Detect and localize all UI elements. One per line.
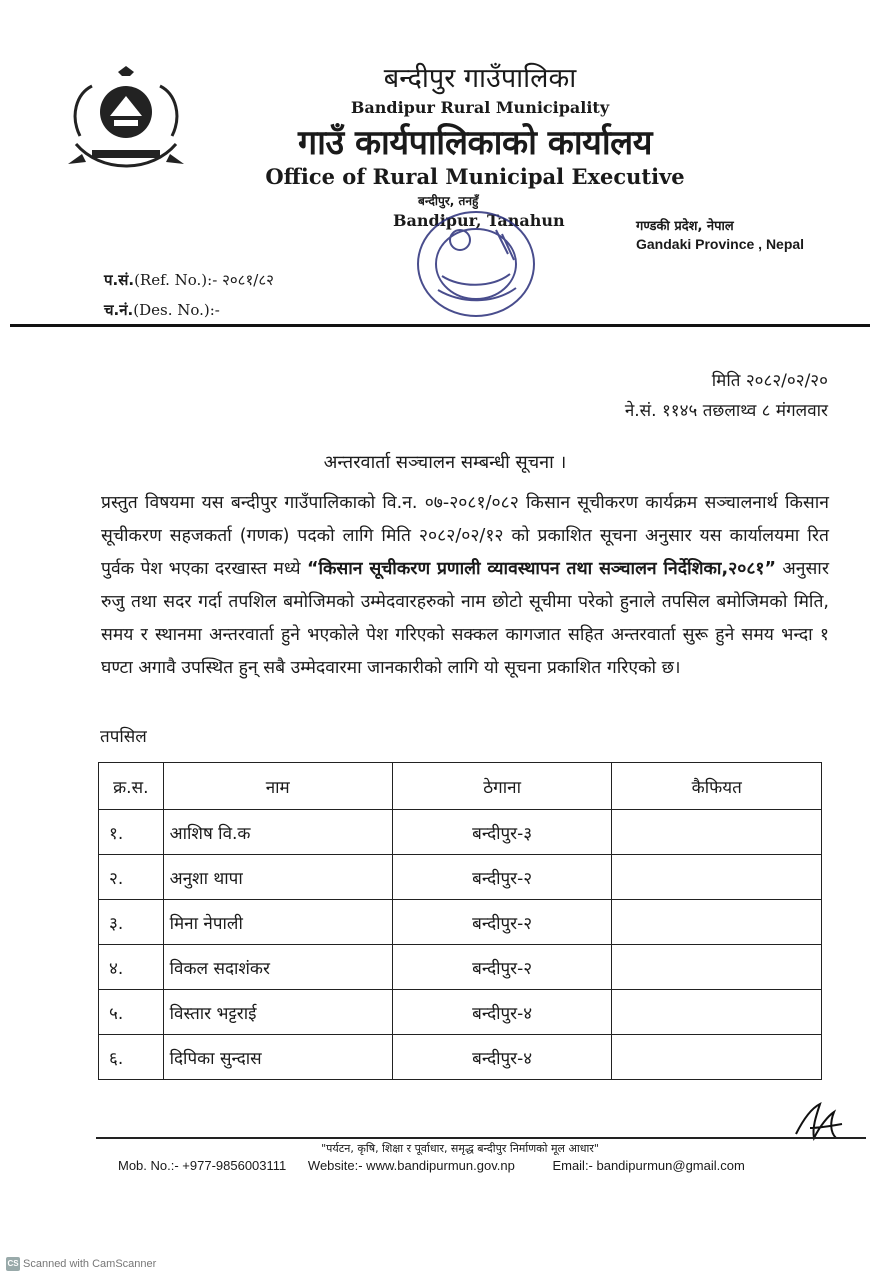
- province-nepali: गण्डकी प्रदेश, नेपाल: [636, 219, 734, 234]
- header-address: ठेगाना: [392, 763, 612, 810]
- table-header-row: [99, 763, 822, 810]
- ref-label-english: (Ref. No.):-: [134, 271, 218, 289]
- office-stamp-seal: [412, 204, 540, 322]
- row-name: अनुशा थापा: [163, 855, 392, 900]
- footer-mobile: Mob. No.:- +977-9856003111: [118, 1158, 287, 1173]
- row-address: बन्दीपुर-२: [392, 900, 612, 945]
- footer-motto: "पर्यटन, कृषि, शिक्षा र पूर्वाधार, समृद्ध बन्दीपुर निर्माणको मूल आधार": [321, 1142, 599, 1155]
- table-row: [99, 900, 822, 945]
- reference-number: [104, 270, 274, 290]
- row-serial: ६.: [99, 1035, 164, 1080]
- row-address: बन्दीपुर-२: [392, 945, 612, 990]
- office-name-english: Office of Rural Municipal Executive: [265, 164, 685, 189]
- header-divider: [10, 324, 870, 327]
- footer-contact: [118, 1158, 838, 1173]
- row-name: आशिष वि.क: [163, 810, 392, 855]
- date-bikram-sambat: मिति २०८२/०२/२०: [711, 371, 828, 391]
- row-address: बन्दीपुर-४: [392, 1035, 612, 1080]
- table-row: [99, 1035, 822, 1080]
- row-address: बन्दीपुर-२: [392, 855, 612, 900]
- row-name: विकल सदाशंकर: [163, 945, 392, 990]
- footer-website[interactable]: Website:- www.bandipurmun.gov.np: [307, 1158, 515, 1173]
- des-label-english: (Des. No.):-: [133, 301, 220, 319]
- des-label-nepali: च.नं.: [104, 301, 134, 319]
- row-address: बन्दीपुर-४: [392, 990, 612, 1035]
- nepal-emblem-logo: [62, 66, 190, 178]
- table-row: [99, 810, 822, 855]
- header-remarks: कैफियत: [612, 763, 822, 810]
- location-nepali: बन्दीपुर, तनहुँ: [418, 194, 479, 208]
- header-name: नाम: [163, 763, 392, 810]
- body-part-2: अनुसार रुजु तथा सदर गर्दा तपशिल बमोजिमको उम्मेदवारहरुको नाम छोटो सूचीमा परेको हुनाले तपसिल बमोजिमको मिति, समय र स्थानमा अन्तरवार्ता हुने भएकोले पेश गरिएको सक्कल कागजात सहित अन्तरवार्ता सुरू हुने समय भन्दा १ घण्टा अगावै उपस्थित हुन् सबै उम्मेदवारमा जानकारीको लागि यो सूचना प्रकाशित गरिएको छ।: [101, 559, 829, 678]
- camscanner-icon: CS: [6, 1257, 20, 1271]
- row-name: दिपिका सुन्दास: [163, 1035, 392, 1080]
- municipality-name-nepali: बन्दीपुर गाउँपालिका: [383, 63, 577, 94]
- date-nepal-sambat: ने.सं. ११४५ तछलाथ्व ८ मंगलवार: [624, 401, 828, 421]
- row-serial: ३.: [99, 900, 164, 945]
- row-name: विस्तार भट्टराई: [163, 990, 392, 1035]
- ref-label-nepali: प.सं.: [104, 271, 135, 289]
- candidate-table: [98, 762, 822, 1080]
- row-remarks: [612, 900, 822, 945]
- body-part-1: प्रस्तुत विषयमा यस बन्दीपुर गाउँपालिकाको वि.न. ०७-२०८१/०८२ किसान सूचीकरण कार्यक्रम सञ्चालनार्थ किसान सूचीकरण सहजकर्ता (गणक) पदको लागि मिति २०८२/०२/१२ को प्रकाशित सूचना अनुसार यस कार्यालयमा रित पुर्वक पेश भएका दरखास्त मध्ये: [101, 493, 829, 579]
- row-remarks: [612, 810, 822, 855]
- row-name: मिना नेपाली: [163, 900, 392, 945]
- ref-value: २०८१/८२: [222, 271, 274, 289]
- table-row: [99, 990, 822, 1035]
- footer-divider: [96, 1137, 866, 1139]
- body-directive-title: “किसान सूचीकरण प्रणाली व्यावस्थापन तथा सञ्चालन निर्देशिका,२०८१”: [306, 559, 777, 579]
- row-remarks: [612, 990, 822, 1035]
- footer-email[interactable]: Email:- bandipurmun@gmail.com: [552, 1158, 745, 1173]
- office-name-nepali: गाउँ कार्यपालिकाको कार्यालय: [298, 123, 652, 163]
- table-row: [99, 855, 822, 900]
- row-address: बन्दीपुर-३: [392, 810, 612, 855]
- municipality-name-english: Bandipur Rural Municipality: [350, 98, 610, 117]
- notice-body: [101, 487, 829, 685]
- row-serial: २.: [99, 855, 164, 900]
- details-label: तपसिल: [100, 727, 147, 747]
- camscanner-watermark: [6, 1257, 156, 1271]
- row-serial: ५.: [99, 990, 164, 1035]
- handwritten-signature: [790, 1098, 846, 1146]
- dispatch-number: [104, 300, 220, 320]
- location-english: Bandipur, Tanahun: [393, 211, 565, 230]
- header-serial: क्र.स.: [99, 763, 164, 810]
- notice-subject: अन्तरवार्ता सञ्चालन सम्बन्धी सूचना ।: [323, 452, 567, 473]
- row-remarks: [612, 945, 822, 990]
- row-remarks: [612, 1035, 822, 1080]
- row-serial: १.: [99, 810, 164, 855]
- province-english: Gandaki Province , Nepal: [636, 236, 805, 252]
- table-row: [99, 945, 822, 990]
- row-remarks: [612, 855, 822, 900]
- row-serial: ४.: [99, 945, 164, 990]
- camscanner-text: Scanned with CamScanner: [23, 1257, 157, 1270]
